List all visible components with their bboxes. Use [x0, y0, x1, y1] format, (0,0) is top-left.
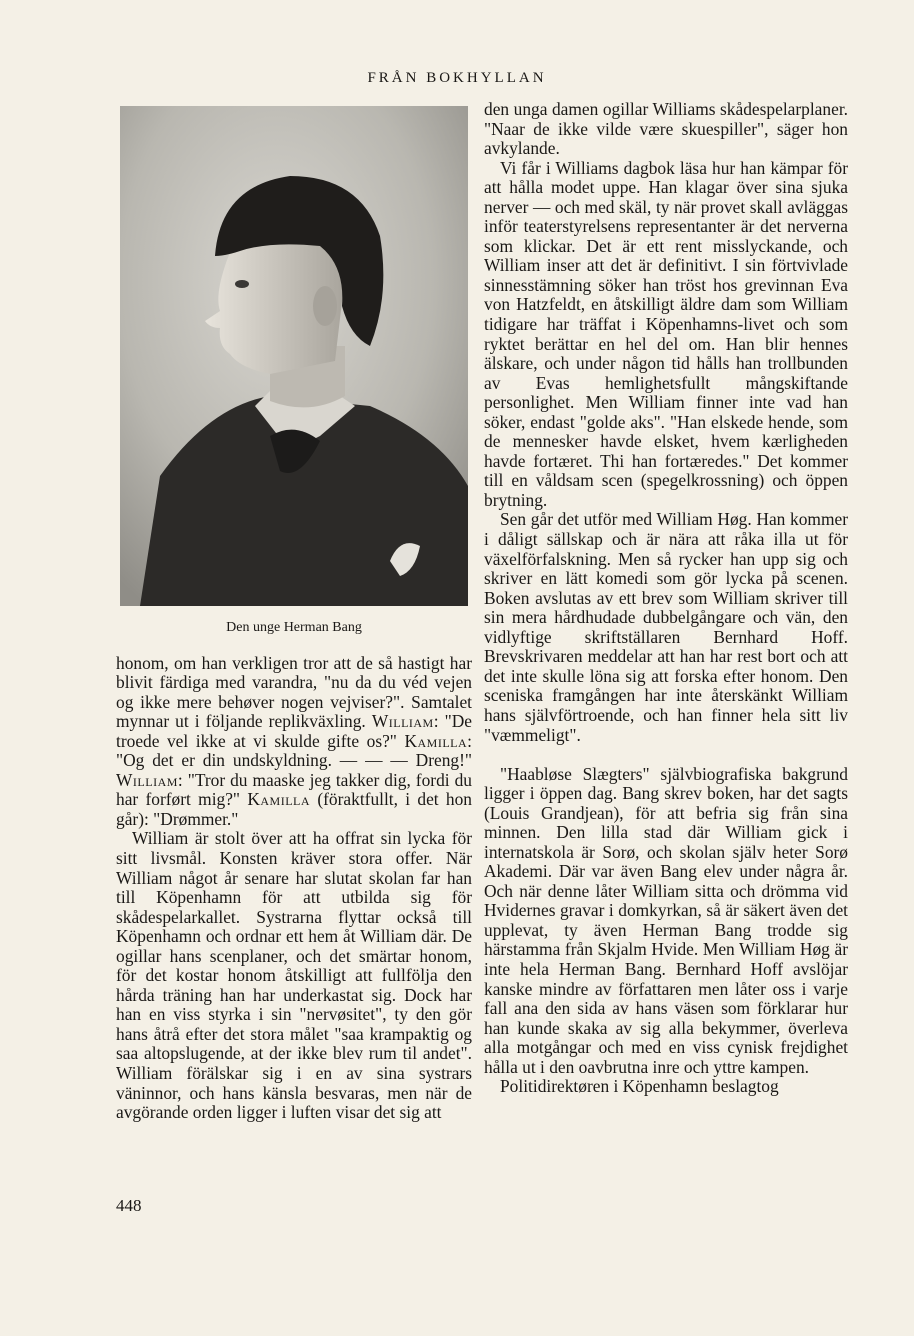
- page-number: 448: [116, 1196, 142, 1215]
- right-paragraph-5: Politidirektøren i Köpenhamn beslagtog: [500, 1076, 779, 1097]
- left-paragraph-1: honom, om han verkligen tror att de så hastigt har blivit färdiga med varandra, "nu da du véd vejen og ikke mere behøver nogen vejviser?". Samtalet mynnar ut i följande replikväxling. William: "De troede vel ikke at vi skulde gifte os?" Kamilla: "Og det er din undskyldning. — — — Dreng!" William: "Tror du maaske jeg takker dig, fordi du har forført mig?" Kamilla (föraktfullt, i det hon går): "Drømmer.": [116, 652, 472, 829]
- right-column: [484, 100, 848, 1097]
- left-column: [116, 100, 472, 1123]
- running-head: FRÅN BOKHYLLAN: [367, 70, 547, 86]
- right-paragraph-3: Sen går det utför med William Høg. Han kommer i dåligt sällskap och är nära att råka illa ut för växelförfalskning. Men så rycker han upp sig och skriver en lätt komedi som gör lycka på scenen. Boken avslutas av ett brev som William skriver till sin mera hårdhudade dubbelgångare och vän, den vidlyftige skriftställaren Bernhard Hoff. Brevskrivaren meddelar att han har rest bort och att det inte skulle löna sig att forska efter honom. Den sceniska framgången har inte återskänkt William hans självförtroende, och han finner hela sitt liv "væmmeligt".: [484, 509, 848, 745]
- right-paragraph-4: "Haabløse Slægters" självbiografiska bakgrund ligger i öppen dag. Bang skrev boken, har det sagts (Louis Grandjean), för att befria sig från sina minnen. Den lilla stad där William gick i internatskola är Sorø, och skolan själv heter Sorø Akademi. Där var även Bang elev under några år. Och när denne låter William sitta och drömma vid Hvidernes gravar i domkyrkan, så är säkert även det upplevat, ty även Herman Bang trodde sig härstamma från Skjalm Hvide. Men William Høg är inte hela Herman Bang. Bernhard Hoff avslöjar kanske mindre av författaren men låter oss i varje fall ana den sida av hans väsen som förklarar hur han kunde skaka av sig alla bekymmer, överleva alla motgångar och med en viss cynisk frejdighet hålla ut i den oavbrutna inre och yttre kampen.: [484, 763, 848, 1077]
- portrait-photo: [120, 106, 468, 606]
- right-paragraph-2: Vi får i Williams dagbok läsa hur han kämpar för att hålla modet uppe. Han klagar över sina sjuka nerver — och med skäl, ty när provet skall avläggas inför teaterstyrelsens representanter är det nerverna som klickar. Det är ett rent misslyckande, och William inser att det är definitivt. I sin förtvivlade sinnesstämning söker han tröst hos grevinnan Eva von Hatzfeldt, en åtskilligt äldre dam som William tidigare har träffat i Köpenhamns-livet och som ryktet berättar en hel del om. Han blir hennes älskare, och under någon tid hålls han trollbunden av Evas hemlighetsfullt mångskiftande personlighet. Men William finner inte vad han söker, endast "golde aks". "Han elskede hende, som de mennesker havde elsket, hvem kærligheden havde fortæret. Thi han fortæredes." Det kommer till en våldsam scen (spegelkrossning) och öppen brytning.: [484, 157, 848, 510]
- left-paragraph-2: William är stolt över att ha offrat sin lycka för sitt livsmål. Konsten kräver stora offer. När William något år senare har slutat skolan far han till Köpenhamn för att utbilda sig för skådespelarkallet. Systrarna flyttar också till Köpenhamn och ordnar ett hem åt William där. De ogillar hans scenplaner, och det smärtar honom, för det kostar honom åtskilligt att fullfölja den hårda träning han har underkastat sig. Dock har han en viss styrka i sin "nervøsitet", ty den gör hans åtrå efter det stora målet "saa krampaktig og saa altopslugende, at der ikke blev rum til andet". William förälskar sig i en av sina systrars väninnor, och hans känsla besvaras, men när de avgörande orden ligger i luften visar det sig att: [116, 828, 472, 1123]
- right-paragraph-1: den unga damen ogillar Williams skådespelarplaner. "Naar de ikke vilde være skuespiller", säger hon avkylande.: [484, 99, 848, 159]
- figure-caption: Den unge Herman Bang: [226, 620, 362, 635]
